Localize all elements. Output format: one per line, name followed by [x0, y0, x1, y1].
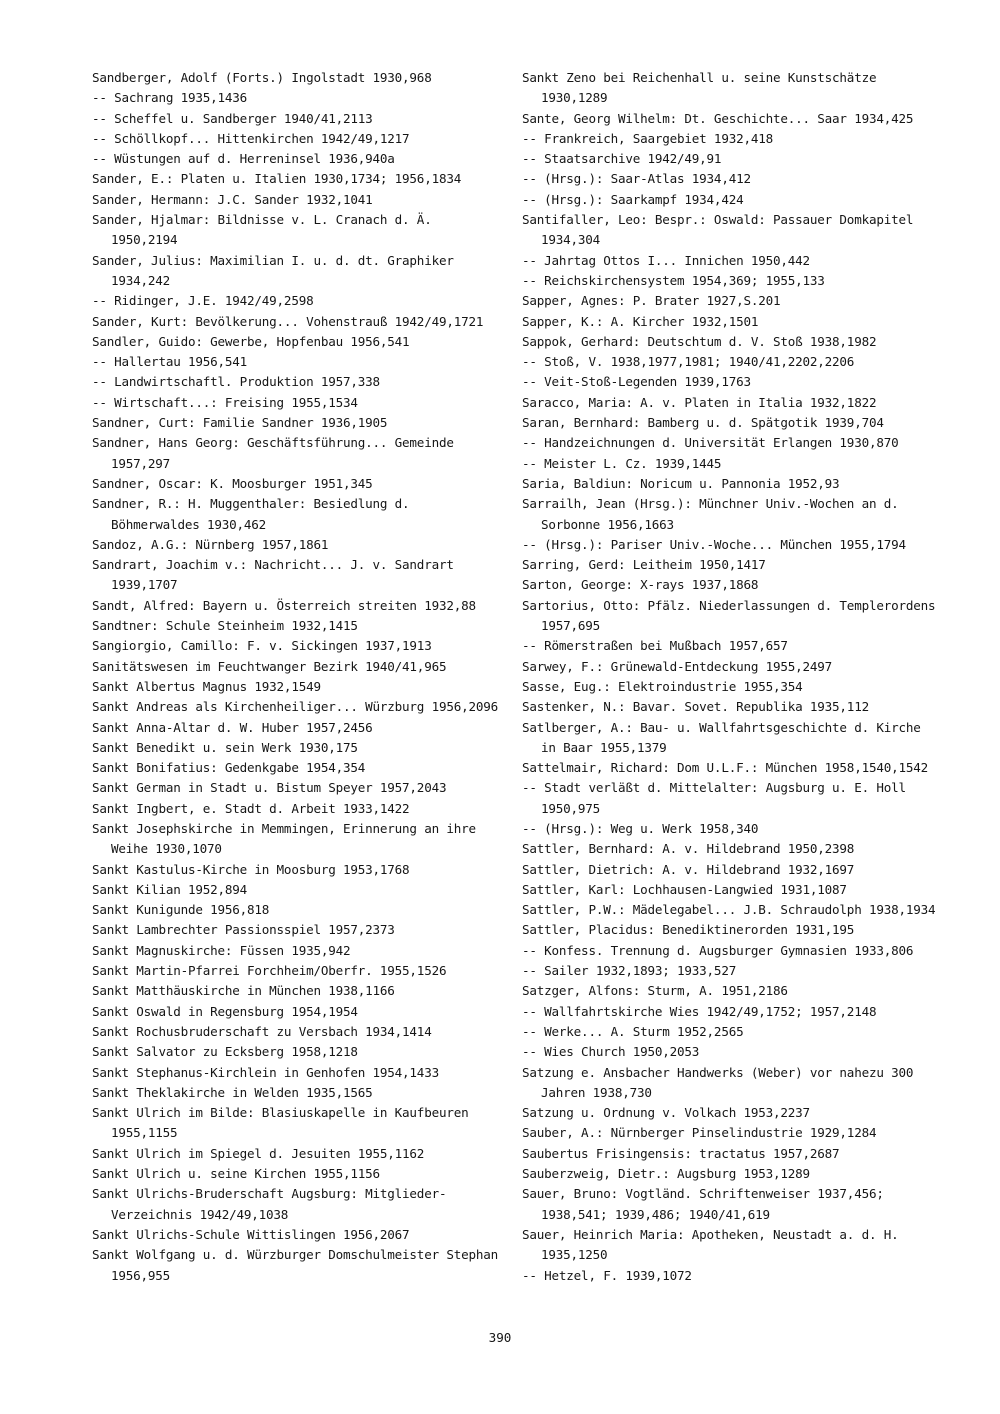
- index-entry: Sattler, Karl: Lochhausen-Langwied 1931,1087: [522, 881, 847, 897]
- index-entry: Satzung e. Ansbacher Handwerks (Weber) vor nahezu 300 Jahren 1938,730: [522, 1064, 914, 1100]
- index-entry: Sasse, Eug.: Elektroindustrie 1955,354: [522, 678, 803, 694]
- index-entry: -- (Hrsg.): Saar-Atlas 1934,412: [522, 171, 751, 187]
- index-entry: -- Handzeichnungen d. Universität Erlangen 1930,870: [522, 435, 899, 451]
- index-entry: -- Sailer 1932,1893; 1933,527: [522, 963, 737, 979]
- index-entry: Sankt Ulrich im Bilde: Blasiuskapelle in Kaufbeuren 1955,1155: [92, 1105, 469, 1141]
- index-entry: Sattelmair, Richard: Dom U.L.F.: München 1958,1540,1542: [522, 760, 929, 776]
- index-entry: Sarring, Gerd: Leitheim 1950,1417: [522, 557, 766, 573]
- index-entry: -- (Hrsg.): Saarkampf 1934,424: [522, 191, 744, 207]
- index-entry: Sapper, Agnes: P. Brater 1927,S.201: [522, 293, 781, 309]
- index-entry: Sandner, R.: H. Muggenthaler: Besiedlung d. Böhmerwaldes 1930,462: [92, 496, 410, 532]
- index-entry: Sattler, Placidus: Benediktinerorden 1931,195: [522, 922, 855, 938]
- index-entry: Sander, E.: Platen u. Italien 1930,1734; 1956,1834: [92, 171, 462, 187]
- index-entry: Sastenker, N.: Bavar. Sovet. Republika 1935,112: [522, 699, 869, 715]
- index-entry: -- Jahrtag Ottos I... Innichen 1950,442: [522, 252, 810, 268]
- index-entry: Sankt Ulrich im Spiegel d. Jesuiten 1955,1162: [92, 1145, 425, 1161]
- index-entry: -- Landwirtschaftl. Produktion 1957,338: [92, 374, 380, 390]
- index-entry: Sarton, George: X-rays 1937,1868: [522, 577, 759, 593]
- index-entry: Sander, Kurt: Bevölkerung... Vohenstrauß 1942/49,1721: [92, 313, 484, 329]
- index-entry: Sarwey, F.: Grünewald-Entdeckung 1955,2497: [522, 658, 833, 674]
- index-entry: -- Stoß, V. 1938,1977,1981; 1940/41,2202,2206: [522, 354, 855, 370]
- index-entry: Saria, Baldiun: Noricum u. Pannonia 1952,93: [522, 475, 840, 491]
- index-entry: Sankt Kilian 1952,894: [92, 881, 248, 897]
- index-entry: Sankt Wolfgang u. d. Würzburger Domschulmeister Stephan 1956,955: [92, 1247, 499, 1283]
- index-entry: Sappok, Gerhard: Deutschtum d. V. Stoß 1938,1982: [522, 333, 877, 349]
- index-entry: Sankt Albertus Magnus 1932,1549: [92, 678, 321, 694]
- index-entry: Sattler, Dietrich: A. v. Hildebrand 1932,1697: [522, 861, 855, 877]
- index-entry: -- (Hrsg.): Weg u. Werk 1958,340: [522, 820, 759, 836]
- index-entry: Saran, Bernhard: Bamberg u. d. Spätgotik 1939,704: [522, 415, 884, 431]
- index-entry: Sattler, Bernhard: A. v. Hildebrand 1950,2398: [522, 841, 855, 857]
- index-entry: Sankt Kunigunde 1956,818: [92, 902, 270, 918]
- index-entry: Sankt Ulrichs-Schule Wittislingen 1956,2067: [92, 1226, 410, 1242]
- index-entry: -- (Hrsg.): Pariser Univ.-Woche... München 1955,1794: [522, 536, 906, 552]
- index-entry: Sankt Theklakirche in Welden 1935,1565: [92, 1084, 373, 1100]
- index-entry: Saracco, Maria: A. v. Platen in Italia 1932,1822: [522, 394, 877, 410]
- index-entry: Sandner, Oscar: K. Moosburger 1951,345: [92, 475, 373, 491]
- index-entry: Sankt Bonifatius: Gedenkgabe 1954,354: [92, 760, 366, 776]
- index-entry: -- Reichskirchensystem 1954,369; 1955,133: [522, 272, 825, 288]
- index-entry: -- Hallertau 1956,541: [92, 354, 248, 370]
- index-entry: Sankt Ingbert, e. Stadt d. Arbeit 1933,1422: [92, 800, 410, 816]
- index-entry: -- Wirtschaft...: Freising 1955,1534: [92, 394, 358, 410]
- index-entry: Sankt Anna-Altar d. W. Huber 1957,2456: [92, 719, 373, 735]
- index-entry: -- Wallfahrtskirche Wies 1942/49,1752; 1957,2148: [522, 1003, 877, 1019]
- index-entry: Sander, Hjalmar: Bildnisse v. L. Cranach d. Ä. 1950,2194: [92, 212, 432, 248]
- index-entry: Sarrailh, Jean (Hrsg.): Münchner Univ.-Wochen an d. Sorbonne 1956,1663: [522, 496, 899, 532]
- index-entry: Sauber, A.: Nürnberger Pinselindustrie 1929,1284: [522, 1125, 877, 1141]
- index-entry: Sankt Martin-Pfarrei Forchheim/Oberfr. 1955,1526: [92, 963, 447, 979]
- index-entry: -- Frankreich, Saargebiet 1932,418: [522, 130, 773, 146]
- index-entry: Sankt Magnuskirche: Füssen 1935,942: [92, 942, 351, 958]
- index-entry: Sankt Andreas als Kirchenheiliger... Würzburg 1956,2096: [92, 699, 499, 715]
- index-entry: Sander, Julius: Maximilian I. u. d. dt. Graphiker 1934,242: [92, 252, 454, 288]
- index-entry: Sandler, Guido: Gewerbe, Hopfenbau 1956,541: [92, 333, 410, 349]
- index-entry: Sauberzweig, Dietr.: Augsburg 1953,1289: [522, 1166, 810, 1182]
- index-entry: -- Konfess. Trennung d. Augsburger Gymnasien 1933,806: [522, 942, 914, 958]
- index-entry: Sandt, Alfred: Bayern u. Österreich streiten 1932,88: [92, 597, 476, 613]
- index-entry: Sattler, P.W.: Mädelegabel... J.B. Schraudolph 1938,1934: [522, 902, 936, 918]
- index-entry: -- Staatsarchive 1942/49,91: [522, 151, 722, 167]
- index-entry: Satlberger, A.: Bau- u. Wallfahrtsgeschichte d. Kirche in Baar 1955,1379: [522, 719, 921, 755]
- index-entry: -- Schöllkopf... Hittenkirchen 1942/49,1217: [92, 130, 410, 146]
- index-entry: Sante, Georg Wilhelm: Dt. Geschichte... Saar 1934,425: [522, 110, 914, 126]
- index-entry: Sankt Lambrechter Passionsspiel 1957,2373: [92, 922, 395, 938]
- index-entry: -- Ridinger, J.E. 1942/49,2598: [92, 293, 314, 309]
- index-entry: -- Meister L. Cz. 1939,1445: [522, 455, 722, 471]
- index-entry: Sankt Rochusbruderschaft zu Versbach 1934,1414: [92, 1023, 432, 1039]
- index-entry: Sanitätswesen im Feuchtwanger Bezirk 1940/41,965: [92, 658, 447, 674]
- index-entry: Santifaller, Leo: Bespr.: Oswald: Passauer Domkapitel 1934,304: [522, 212, 914, 248]
- index-entry: -- Römerstraßen bei Mußbach 1957,657: [522, 638, 788, 654]
- index-entry: Sankt German in Stadt u. Bistum Speyer 1957,2043: [92, 780, 447, 796]
- index-entry: Satzger, Alfons: Sturm, A. 1951,2186: [522, 983, 788, 999]
- index-entry: Sandtner: Schule Steinheim 1932,1415: [92, 618, 358, 634]
- index-entry: Sangiorgio, Camillo: F. v. Sickingen 1937,1913: [92, 638, 432, 654]
- index-entry: -- Veit-Stoß-Legenden 1939,1763: [522, 374, 751, 390]
- index-entry: -- Hetzel, F. 1939,1072: [522, 1267, 692, 1283]
- index-entry: Sapper, K.: A. Kircher 1932,1501: [522, 313, 759, 329]
- index-entry: Sandberger, Adolf (Forts.) Ingolstadt 1930,968: [92, 70, 432, 85]
- index-entry: Sauer, Heinrich Maria: Apotheken, Neustadt a. d. H. 1935,1250: [522, 1226, 899, 1263]
- index-entry: Sandoz, A.G.: Nürnberg 1957,1861: [92, 536, 329, 552]
- index-entry: Sander, Hermann: J.C. Sander 1932,1041: [92, 191, 373, 207]
- index-entry: Sankt Kastulus-Kirche in Moosburg 1953,1768: [92, 861, 410, 877]
- index-entry: Sankt Ulrichs-Bruderschaft Augsburg: Mitglieder-Verzeichnis 1942/49,1038: [92, 1186, 447, 1222]
- index-entry: -- Scheffel u. Sandberger 1940/41,2113: [92, 110, 373, 126]
- index-entry: Satzung u. Ordnung v. Volkach 1953,2237: [522, 1105, 810, 1121]
- index-entry: -- Werke... A. Sturm 1952,2565: [522, 1023, 744, 1039]
- index-entry: -- Wies Church 1950,2053: [522, 1044, 700, 1060]
- index-entry: Sauer, Bruno: Vogtländ. Schriftenweiser 1937,456; 1938,541; 1939,486; 1940/41,619: [522, 1186, 884, 1222]
- index-entry: Sankt Benedikt u. sein Werk 1930,175: [92, 739, 358, 755]
- index-entry: Sankt Ulrich u. seine Kirchen 1955,1156: [92, 1166, 380, 1182]
- index-entry: Sartorius, Otto: Pfälz. Niederlassungen d. Templerordens 1957,695: [522, 597, 936, 634]
- index-entry: Sankt Stephanus-Kirchlein in Genhofen 1954,1433: [92, 1064, 439, 1080]
- right-column: [522, 68, 942, 1286]
- index-entry: -- Wüstungen auf d. Herreninsel 1936,940a: [92, 151, 395, 167]
- index-entry: Sandner, Hans Georg: Geschäftsführung... Gemeinde 1957,297: [92, 435, 454, 471]
- index-entry: Saubertus Frisingensis: tractatus 1957,2687: [522, 1145, 840, 1161]
- index-entry: Sankt Zeno bei Reichenhall u. seine Kunstschätze 1930,1289: [522, 70, 877, 106]
- page-number: 390: [488, 1330, 512, 1345]
- index-entry: Sankt Matthäuskirche in München 1938,1166: [92, 983, 395, 999]
- index-entry: Sandrart, Joachim v.: Nachricht... J. v. Sandrart 1939,1707: [92, 557, 454, 593]
- index-entry: Sandner, Curt: Familie Sandner 1936,1905: [92, 415, 388, 431]
- index-entry: Sankt Oswald in Regensburg 1954,1954: [92, 1003, 358, 1019]
- index-entry: Sankt Salvator zu Ecksberg 1958,1218: [92, 1044, 358, 1060]
- index-entry: -- Sachrang 1935,1436: [92, 90, 248, 106]
- index-entry: -- Stadt verläßt d. Mittelalter: Augsburg u. E. Holl 1950,975: [522, 780, 906, 816]
- left-column: [92, 68, 504, 1286]
- index-entry: Sankt Josephskirche in Memmingen, Erinnerung an ihre Weihe 1930,1070: [92, 820, 476, 857]
